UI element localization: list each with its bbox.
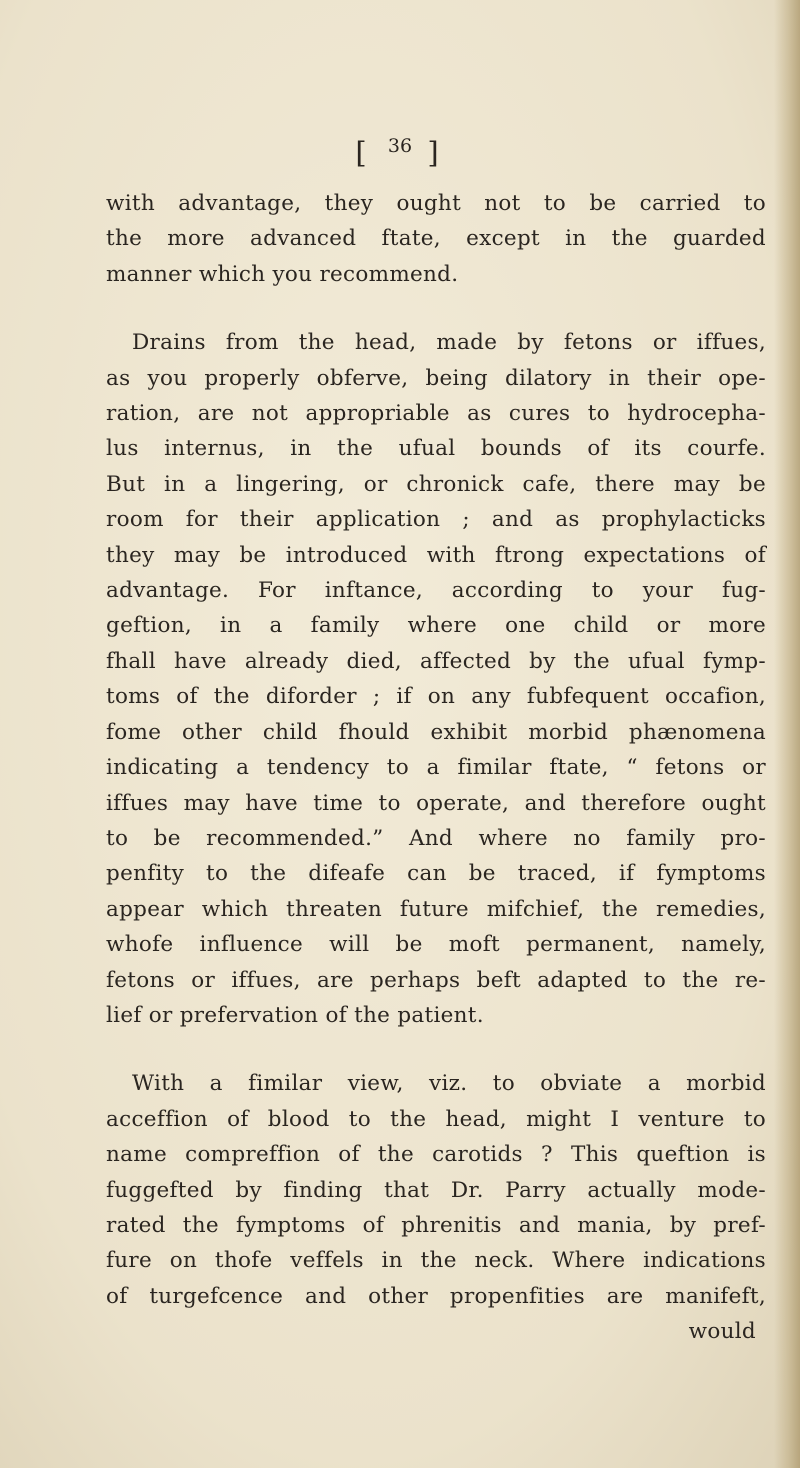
text-line: With a fimilar view, viz. to obviate a morbid <box>132 1071 766 1097</box>
text-line: ration, are not appropriable as cures to hydrocepha- <box>106 401 766 427</box>
text-line: of turgefcence and other propenfities are manifeft, <box>106 1283 766 1309</box>
page-edge-shadow <box>774 0 800 1468</box>
text-line: with advantage, they ought not to be carried to <box>106 191 766 216</box>
body-text <box>106 186 766 1350</box>
text-line: acceffion of blood to the head, might I venture to <box>106 1106 766 1132</box>
text-line: manner which you recommend. <box>106 261 459 287</box>
text-line: fhall have already died, affected by the ufual fymp- <box>106 648 766 674</box>
text-line: as you properly obferve, being dilatory in their ope- <box>106 365 766 391</box>
bracket-open: [ <box>355 135 373 170</box>
text-line: fure on thofe veffels in the neck. Where indications <box>106 1248 766 1274</box>
text-line: they may be introduced with ftrong expectations of <box>106 542 766 568</box>
text-line: indicating a tendency to a fimilar ftate, “ fetons or <box>106 755 766 781</box>
page-number-header <box>0 135 800 170</box>
text-line: fuggefted by finding that Dr. Parry actually mode- <box>106 1177 766 1203</box>
text-line: to be recommended.” And where no family pro- <box>106 825 766 851</box>
text-line: fetons or iffues, are perhaps beft adapted to the re- <box>106 967 766 993</box>
text-line: whofe influence will be moft permanent, namely, <box>106 932 766 958</box>
text-line: iffues may have time to operate, and therefore ought <box>106 790 766 816</box>
bracket-close: ] <box>427 135 445 170</box>
text-line: penfity to the difeafe can be traced, if fymptoms <box>106 861 766 887</box>
text-line: toms of the diforder ; if on any fubfequent occafion, <box>106 684 766 710</box>
catchword: would <box>688 1319 756 1345</box>
text-line: lief or prefervation of the patient. <box>106 1002 484 1028</box>
text-line: rated the fymptoms of phrenitis and mania, by pref- <box>106 1212 766 1238</box>
text-line: Drains from the head, made by fetons or iffues, <box>132 330 766 356</box>
text-line: fome other child fhould exhibit morbid phænomena <box>106 719 766 745</box>
text-line: name compreffion of the carotids ? This queftion is <box>106 1142 766 1168</box>
text-line: But in a lingering, or chronick cafe, there may be <box>106 471 766 497</box>
text-line: room for their application ; and as prophylacticks <box>106 507 766 533</box>
text-line: the more advanced ftate, except in the guarded <box>106 226 766 252</box>
text-line: appear which threaten future mifchief, the remedies, <box>106 896 766 922</box>
text-line: lus internus, in the ufual bounds of its courfe. <box>106 436 766 462</box>
text-line: geftion, in a family where one child or more <box>106 613 766 639</box>
page-number: 36 <box>387 135 413 157</box>
text-line: advantage. For inftance, according to your fug- <box>106 578 766 604</box>
